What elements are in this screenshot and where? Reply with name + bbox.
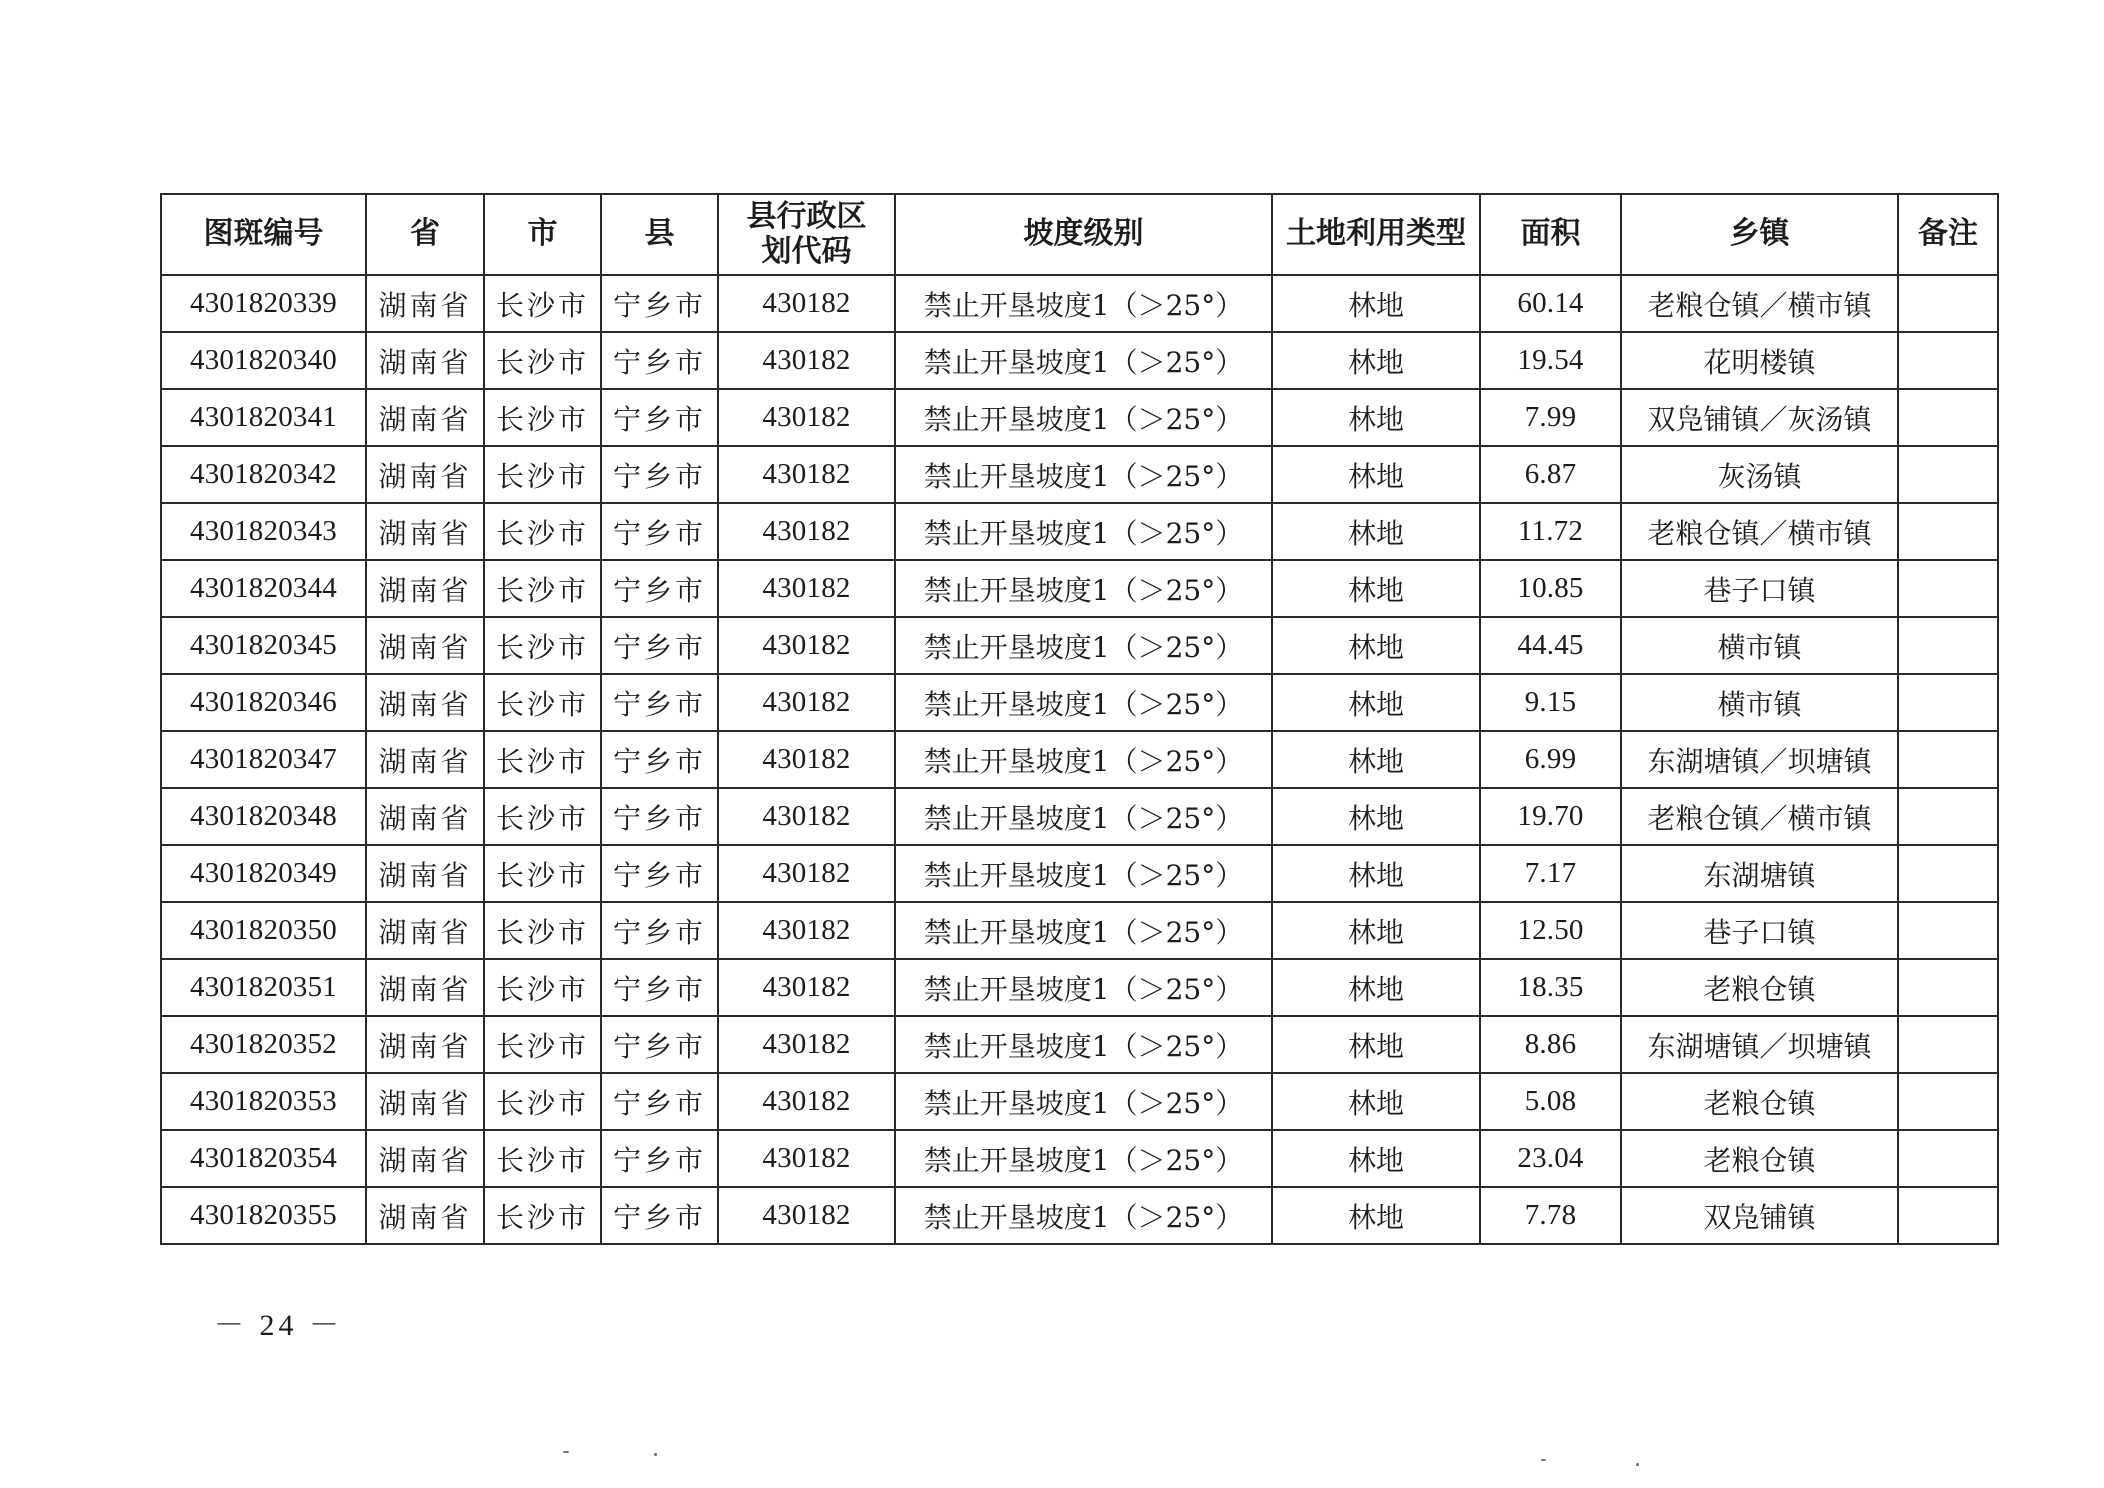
cell-area: 8.86 [1480, 1016, 1621, 1073]
table-row [161, 1130, 1998, 1187]
cell-township: 双凫铺镇／灰汤镇 [1621, 389, 1898, 446]
table-row [161, 731, 1998, 788]
cell-province: 湖南省 [366, 332, 484, 389]
cell-admin-code: 430182 [718, 731, 895, 788]
cell-land-use: 林地 [1272, 731, 1480, 788]
cell-county: 宁乡市 [601, 1073, 718, 1130]
cell-slope-level: 禁止开垦坡度1（＞25°） [895, 446, 1272, 503]
table-row [161, 1187, 1998, 1244]
cell-province: 湖南省 [366, 731, 484, 788]
cell-remarks [1898, 275, 1998, 332]
cell-city: 长沙市 [484, 560, 601, 617]
cell-city: 长沙市 [484, 275, 601, 332]
cell-township: 老粮仓镇 [1621, 959, 1898, 1016]
cell-county: 宁乡市 [601, 617, 718, 674]
cell-slope-level: 禁止开垦坡度1（＞25°） [895, 1016, 1272, 1073]
cell-patch-id: 4301820340 [161, 332, 366, 389]
cell-remarks [1898, 1073, 1998, 1130]
cell-admin-code: 430182 [718, 560, 895, 617]
cell-remarks [1898, 959, 1998, 1016]
cell-county: 宁乡市 [601, 332, 718, 389]
cell-land-use: 林地 [1272, 1073, 1480, 1130]
cell-slope-level: 禁止开垦坡度1（＞25°） [895, 389, 1272, 446]
cell-township: 花明楼镇 [1621, 332, 1898, 389]
cell-remarks [1898, 1130, 1998, 1187]
cell-township: 老粮仓镇／横市镇 [1621, 503, 1898, 560]
cell-city: 长沙市 [484, 1016, 601, 1073]
cell-area: 23.04 [1480, 1130, 1621, 1187]
cell-admin-code: 430182 [718, 845, 895, 902]
cell-remarks [1898, 389, 1998, 446]
header-area: 面积 [1480, 194, 1621, 275]
cell-province: 湖南省 [366, 446, 484, 503]
cell-patch-id: 4301820348 [161, 788, 366, 845]
cell-province: 湖南省 [366, 1073, 484, 1130]
cell-patch-id: 4301820350 [161, 902, 366, 959]
cell-admin-code: 430182 [718, 959, 895, 1016]
patch-table [160, 193, 1999, 1245]
scan-speck [1541, 1459, 1546, 1461]
cell-admin-code: 430182 [718, 275, 895, 332]
cell-remarks [1898, 845, 1998, 902]
cell-area: 7.99 [1480, 389, 1621, 446]
cell-area: 44.45 [1480, 617, 1621, 674]
table-row [161, 788, 1998, 845]
cell-area: 19.70 [1480, 788, 1621, 845]
cell-county: 宁乡市 [601, 1187, 718, 1244]
cell-township: 老粮仓镇／横市镇 [1621, 275, 1898, 332]
cell-province: 湖南省 [366, 275, 484, 332]
cell-land-use: 林地 [1272, 1187, 1480, 1244]
cell-township: 双凫铺镇 [1621, 1187, 1898, 1244]
cell-land-use: 林地 [1272, 902, 1480, 959]
cell-city: 长沙市 [484, 1187, 601, 1244]
cell-slope-level: 禁止开垦坡度1（＞25°） [895, 617, 1272, 674]
cell-city: 长沙市 [484, 1130, 601, 1187]
cell-township: 横市镇 [1621, 617, 1898, 674]
header-township: 乡镇 [1621, 194, 1898, 275]
cell-patch-id: 4301820341 [161, 389, 366, 446]
cell-slope-level: 禁止开垦坡度1（＞25°） [895, 674, 1272, 731]
cell-slope-level: 禁止开垦坡度1（＞25°） [895, 959, 1272, 1016]
cell-area: 19.54 [1480, 332, 1621, 389]
cell-area: 7.17 [1480, 845, 1621, 902]
cell-county: 宁乡市 [601, 503, 718, 560]
cell-admin-code: 430182 [718, 617, 895, 674]
cell-land-use: 林地 [1272, 446, 1480, 503]
cell-patch-id: 4301820353 [161, 1073, 366, 1130]
header-province: 省 [366, 194, 484, 275]
cell-county: 宁乡市 [601, 560, 718, 617]
table-row [161, 1073, 1998, 1130]
cell-province: 湖南省 [366, 959, 484, 1016]
cell-city: 长沙市 [484, 617, 601, 674]
cell-slope-level: 禁止开垦坡度1（＞25°） [895, 1130, 1272, 1187]
cell-township: 巷子口镇 [1621, 902, 1898, 959]
table-row [161, 902, 1998, 959]
cell-county: 宁乡市 [601, 389, 718, 446]
cell-land-use: 林地 [1272, 674, 1480, 731]
cell-admin-code: 430182 [718, 674, 895, 731]
table-header-row [161, 194, 1998, 275]
table-row [161, 389, 1998, 446]
cell-remarks [1898, 560, 1998, 617]
cell-patch-id: 4301820345 [161, 617, 366, 674]
cell-township: 东湖塘镇 [1621, 845, 1898, 902]
table-row [161, 617, 1998, 674]
cell-land-use: 林地 [1272, 617, 1480, 674]
cell-city: 长沙市 [484, 845, 601, 902]
cell-remarks [1898, 902, 1998, 959]
table-row [161, 959, 1998, 1016]
cell-city: 长沙市 [484, 731, 601, 788]
table-row [161, 332, 1998, 389]
cell-land-use: 林地 [1272, 1016, 1480, 1073]
cell-admin-code: 430182 [718, 332, 895, 389]
cell-city: 长沙市 [484, 959, 601, 1016]
cell-slope-level: 禁止开垦坡度1（＞25°） [895, 731, 1272, 788]
cell-patch-id: 4301820351 [161, 959, 366, 1016]
cell-remarks [1898, 674, 1998, 731]
cell-county: 宁乡市 [601, 902, 718, 959]
cell-township: 灰汤镇 [1621, 446, 1898, 503]
scan-speck [654, 1453, 657, 1456]
cell-province: 湖南省 [366, 674, 484, 731]
cell-slope-level: 禁止开垦坡度1（＞25°） [895, 845, 1272, 902]
cell-slope-level: 禁止开垦坡度1（＞25°） [895, 560, 1272, 617]
cell-slope-level: 禁止开垦坡度1（＞25°） [895, 1073, 1272, 1130]
cell-county: 宁乡市 [601, 674, 718, 731]
cell-land-use: 林地 [1272, 788, 1480, 845]
scan-speck [1636, 1463, 1639, 1466]
cell-province: 湖南省 [366, 845, 484, 902]
cell-township: 老粮仓镇 [1621, 1130, 1898, 1187]
cell-county: 宁乡市 [601, 446, 718, 503]
table-row [161, 446, 1998, 503]
cell-admin-code: 430182 [718, 389, 895, 446]
cell-province: 湖南省 [366, 902, 484, 959]
cell-admin-code: 430182 [718, 446, 895, 503]
cell-city: 长沙市 [484, 389, 601, 446]
cell-land-use: 林地 [1272, 332, 1480, 389]
cell-land-use: 林地 [1272, 275, 1480, 332]
cell-remarks [1898, 617, 1998, 674]
cell-county: 宁乡市 [601, 275, 718, 332]
header-slope-level: 坡度级别 [895, 194, 1272, 275]
cell-slope-level: 禁止开垦坡度1（＞25°） [895, 275, 1272, 332]
cell-county: 宁乡市 [601, 788, 718, 845]
cell-township: 东湖塘镇／坝塘镇 [1621, 1016, 1898, 1073]
cell-patch-id: 4301820354 [161, 1130, 366, 1187]
cell-area: 9.15 [1480, 674, 1621, 731]
header-county: 县 [601, 194, 718, 275]
cell-city: 长沙市 [484, 332, 601, 389]
cell-township: 东湖塘镇／坝塘镇 [1621, 731, 1898, 788]
cell-patch-id: 4301820349 [161, 845, 366, 902]
cell-county: 宁乡市 [601, 845, 718, 902]
cell-remarks [1898, 503, 1998, 560]
cell-land-use: 林地 [1272, 1130, 1480, 1187]
cell-province: 湖南省 [366, 389, 484, 446]
cell-patch-id: 4301820355 [161, 1187, 366, 1244]
header-land-use: 土地利用类型 [1272, 194, 1480, 275]
cell-patch-id: 4301820352 [161, 1016, 366, 1073]
cell-area: 5.08 [1480, 1073, 1621, 1130]
patch-table-container [160, 193, 1997, 1245]
cell-area: 18.35 [1480, 959, 1621, 1016]
cell-patch-id: 4301820347 [161, 731, 366, 788]
cell-city: 长沙市 [484, 1073, 601, 1130]
cell-land-use: 林地 [1272, 503, 1480, 560]
cell-province: 湖南省 [366, 788, 484, 845]
cell-area: 6.99 [1480, 731, 1621, 788]
cell-slope-level: 禁止开垦坡度1（＞25°） [895, 788, 1272, 845]
header-admin-code-text: 县行政区 划代码 [746, 199, 867, 269]
cell-city: 长沙市 [484, 674, 601, 731]
cell-city: 长沙市 [484, 503, 601, 560]
table-row [161, 560, 1998, 617]
cell-remarks [1898, 731, 1998, 788]
cell-township: 老粮仓镇／横市镇 [1621, 788, 1898, 845]
cell-city: 长沙市 [484, 446, 601, 503]
cell-township: 巷子口镇 [1621, 560, 1898, 617]
cell-slope-level: 禁止开垦坡度1（＞25°） [895, 332, 1272, 389]
cell-patch-id: 4301820339 [161, 275, 366, 332]
cell-slope-level: 禁止开垦坡度1（＞25°） [895, 503, 1272, 560]
cell-slope-level: 禁止开垦坡度1（＞25°） [895, 902, 1272, 959]
cell-county: 宁乡市 [601, 1130, 718, 1187]
header-admin-code [718, 194, 895, 275]
cell-area: 10.85 [1480, 560, 1621, 617]
cell-province: 湖南省 [366, 560, 484, 617]
cell-remarks [1898, 446, 1998, 503]
header-city: 市 [484, 194, 601, 275]
cell-admin-code: 430182 [718, 788, 895, 845]
cell-township: 横市镇 [1621, 674, 1898, 731]
cell-county: 宁乡市 [601, 1016, 718, 1073]
cell-admin-code: 430182 [718, 1016, 895, 1073]
header-patch-id: 图斑编号 [161, 194, 366, 275]
cell-patch-id: 4301820343 [161, 503, 366, 560]
cell-patch-id: 4301820346 [161, 674, 366, 731]
cell-township: 老粮仓镇 [1621, 1073, 1898, 1130]
cell-patch-id: 4301820342 [161, 446, 366, 503]
cell-remarks [1898, 788, 1998, 845]
table-row [161, 845, 1998, 902]
cell-city: 长沙市 [484, 902, 601, 959]
cell-county: 宁乡市 [601, 731, 718, 788]
cell-province: 湖南省 [366, 1130, 484, 1187]
cell-admin-code: 430182 [718, 1187, 895, 1244]
cell-county: 宁乡市 [601, 959, 718, 1016]
cell-area: 12.50 [1480, 902, 1621, 959]
cell-admin-code: 430182 [718, 902, 895, 959]
table-row [161, 503, 1998, 560]
cell-admin-code: 430182 [718, 1073, 895, 1130]
cell-province: 湖南省 [366, 617, 484, 674]
cell-province: 湖南省 [366, 503, 484, 560]
cell-land-use: 林地 [1272, 389, 1480, 446]
cell-remarks [1898, 1187, 1998, 1244]
cell-slope-level: 禁止开垦坡度1（＞25°） [895, 1187, 1272, 1244]
cell-city: 长沙市 [484, 788, 601, 845]
cell-land-use: 林地 [1272, 845, 1480, 902]
cell-area: 11.72 [1480, 503, 1621, 560]
cell-remarks [1898, 332, 1998, 389]
table-row [161, 1016, 1998, 1073]
cell-admin-code: 430182 [718, 503, 895, 560]
cell-area: 60.14 [1480, 275, 1621, 332]
cell-area: 7.78 [1480, 1187, 1621, 1244]
cell-admin-code: 430182 [718, 1130, 895, 1187]
cell-patch-id: 4301820344 [161, 560, 366, 617]
scan-speck [563, 1451, 569, 1453]
cell-area: 6.87 [1480, 446, 1621, 503]
page-number: － 24 － [214, 1309, 343, 1342]
table-body [161, 275, 1998, 1244]
table-row [161, 674, 1998, 731]
cell-province: 湖南省 [366, 1016, 484, 1073]
table-row [161, 275, 1998, 332]
header-remarks: 备注 [1898, 194, 1998, 275]
cell-province: 湖南省 [366, 1187, 484, 1244]
cell-land-use: 林地 [1272, 959, 1480, 1016]
cell-land-use: 林地 [1272, 560, 1480, 617]
cell-remarks [1898, 1016, 1998, 1073]
